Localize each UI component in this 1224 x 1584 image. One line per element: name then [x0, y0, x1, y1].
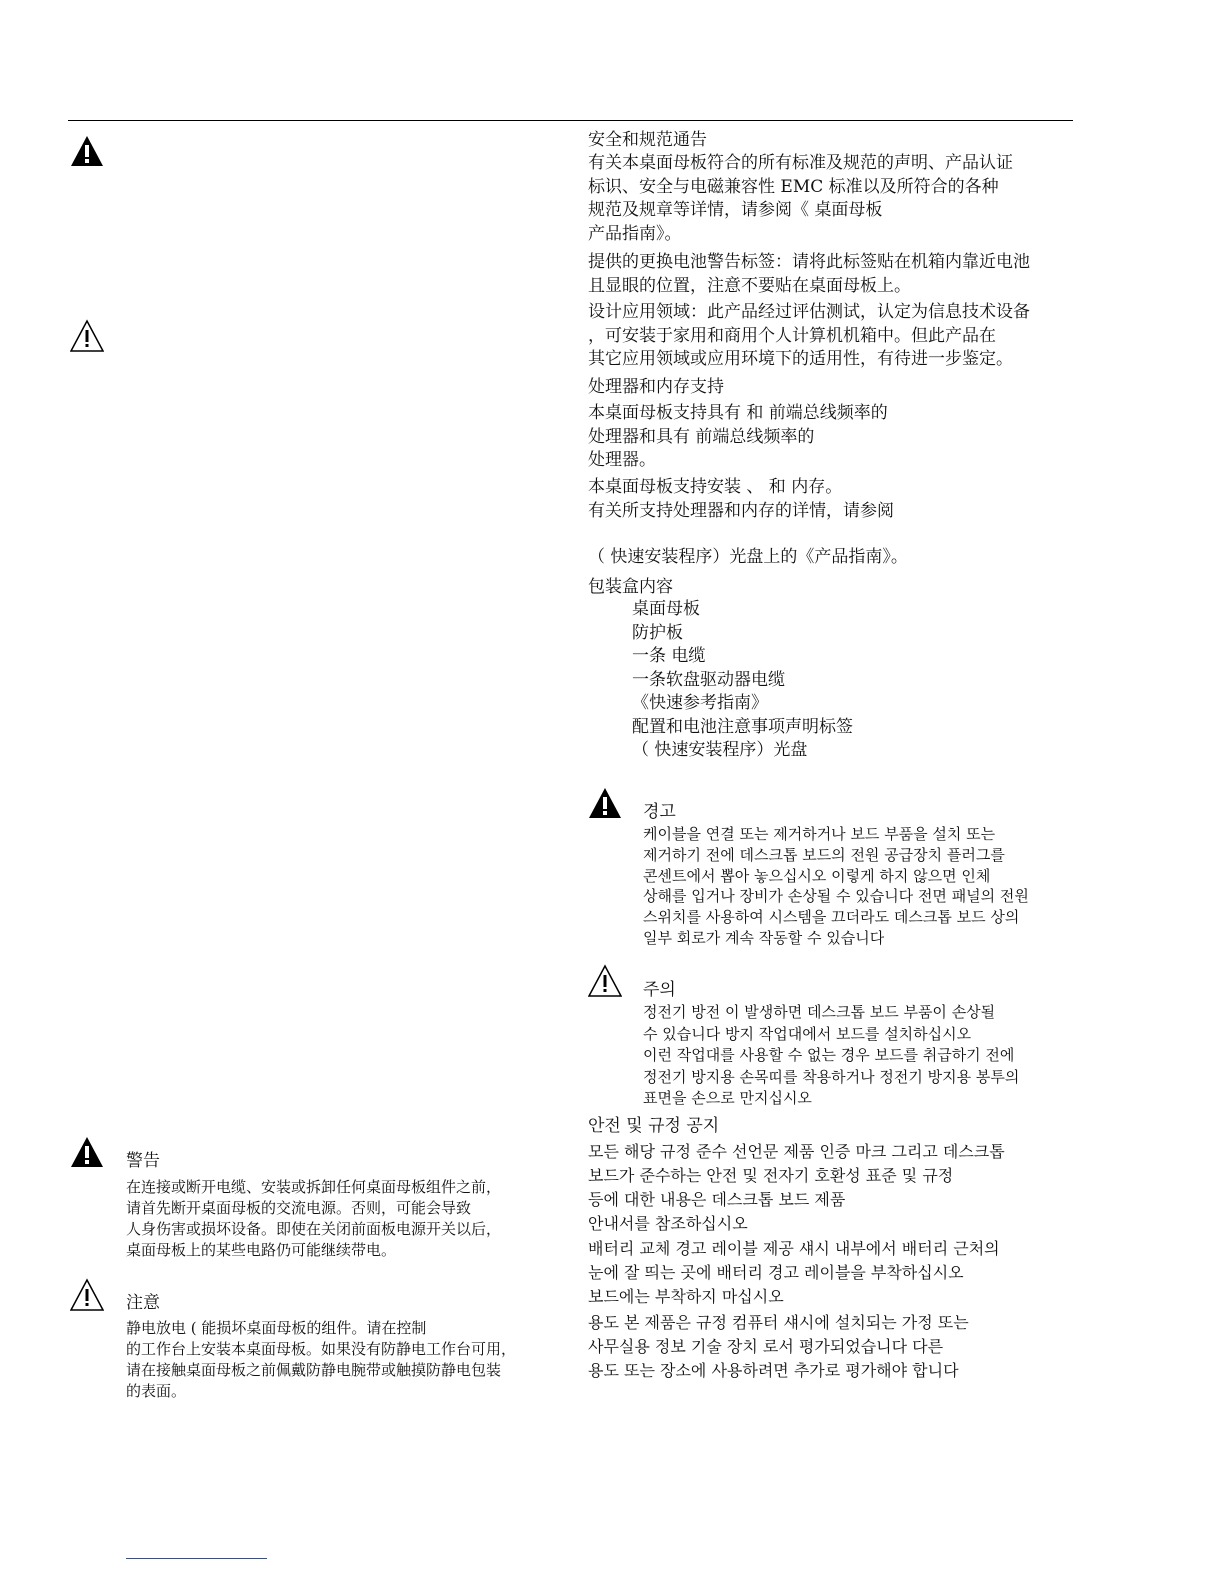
text-line: 标识、安全与电磁兼容性 EMC 标准以及所符合的各种 [588, 176, 999, 197]
text-line: 상해를 입거나 장비가 손상될 수 있습니다 전면 패널의 전원 [643, 887, 1029, 906]
text-line: 등에 대한 내용은 데스크톱 보드 제품 [588, 1190, 846, 1209]
list-item: 配置和电池注意事项声明标签 [632, 716, 853, 737]
text-line: 케이블을 연결 또는 제거하거나 보드 부품을 설치 또는 [643, 825, 996, 843]
processor-paragraph-zh [588, 402, 888, 473]
text-line: 용도 본 제품은 규정 컴퓨터 섀시에 설치되는 가정 또는 [588, 1313, 969, 1332]
text-line: 的工作台上安装本桌面母板。如果没有防静电工作台可用， [126, 1340, 517, 1358]
text-line: 수 있습니다 방지 작업대에서 보드를 설치하십시오 [643, 1024, 972, 1043]
list-item: 一条 电缆 [632, 646, 706, 666]
caution-triangle-icon [70, 319, 104, 353]
text-line: 안내서를 참조하십시오 [588, 1214, 748, 1233]
list-item: 一条软盘驱动器电缆 [632, 669, 785, 690]
text-line: 请在接触桌面母板之前佩戴防静电腕带或触摸防静电包装 [126, 1361, 502, 1379]
package-list-zh [632, 598, 853, 763]
text-line: 사무실용 정보 기술 장치 로서 평가되었습니다 다른 [588, 1337, 944, 1356]
text-line: 请首先断开桌面母板的交流电源。否则，可能会导致 [126, 1199, 472, 1217]
text-line: 스위치를 사용하여 시스템을 끄더라도 데스크톱 보드 상의 [643, 908, 1020, 927]
list-item: 桌面母板 [632, 599, 700, 619]
caution-text-ko [643, 1002, 1019, 1110]
footer-rule [126, 1558, 267, 1559]
list-item: 防护板 [632, 622, 683, 643]
list-item: 《快速参考指南》 [632, 693, 768, 713]
usage-paragraph-ko [588, 1311, 969, 1383]
text-line: 有关本桌面母板符合的所有标准及规范的声明、产品认证 [588, 153, 1013, 173]
text-line: 其它应用领域或应用环境下的适用性，有待进一步鉴定。 [588, 349, 1013, 369]
text-line: 제거하기 전에 데스크톱 보드의 전원 공급장치 플러그를 [643, 845, 1005, 864]
text-line: 배터리 교체 경고 레이블 제공 섀시 내부에서 배터리 근처의 [588, 1239, 1000, 1258]
safety-paragraph-ko [588, 1140, 1005, 1236]
text-line: 정전기 방지용 손목띠를 착용하거나 정전기 방지용 봉투의 [643, 1067, 1020, 1086]
text-line: 处理器和具有 前端总线频率的 [588, 426, 815, 447]
text-line: 本桌面母板支持安装 、 和 内存。 [588, 477, 843, 497]
processor-heading-zh: 处理器和内存支持 [588, 377, 724, 397]
caution-triangle-icon [70, 1278, 104, 1312]
left-warning-text [126, 1177, 501, 1261]
list-item: （ 快速安装程序）光盘 [632, 740, 808, 760]
text-line: 规范及规章等详情，请参阅《 桌面母板 [588, 200, 883, 220]
memory-paragraph-zh [588, 476, 894, 523]
text-line: 콘센트에서 뽑아 놓으십시오 이렇게 하지 않으면 인체 [643, 866, 991, 885]
text-line: 표면을 손으로 만지십시오 [643, 1089, 812, 1107]
text-line: 处理器。 [588, 450, 656, 470]
text-line: 人身伤害或损坏设备。即使在关闭前面板电源开关以后， [126, 1220, 502, 1238]
text-line: 桌面母板上的某些电路仍可能继续带电。 [126, 1241, 397, 1259]
text-line: 且显眼的位置，注意不要贴在桌面母板上。 [588, 275, 911, 296]
safety-heading-zh: 安全和规范通告 [588, 130, 707, 150]
text-line: 보드가 준수하는 안전 및 전자기 호환성 표준 및 규정 [588, 1166, 954, 1185]
battery-paragraph-zh [588, 251, 1030, 298]
text-line: 的表面。 [126, 1382, 187, 1400]
text-line: 产品指南》。 [588, 223, 682, 244]
text-line: 눈에 잘 띄는 곳에 배터리 경고 레이블을 부착하십시오 [588, 1263, 964, 1282]
warning-triangle-icon [70, 1135, 104, 1169]
caution-title-ko: 주의 [643, 980, 676, 1000]
safety-heading-ko: 안전 및 규정 공지 [588, 1116, 720, 1136]
text-line: 提供的更换电池警告标签：请将此标签贴在机箱内靠近电池 [588, 252, 1030, 272]
text-line: 本桌面母板支持具有 和 前端总线频率的 [588, 403, 888, 423]
warning-triangle-icon [588, 786, 622, 820]
left-caution-title: 注意 [126, 1293, 160, 1313]
text-line: 在连接或断开电缆、安装或拆卸任何桌面母板组件之前， [126, 1178, 502, 1196]
warning-title-ko: 경고 [643, 802, 676, 822]
text-line: 일부 회로가 계속 작동할 수 있습니다 [643, 928, 885, 947]
text-line: 이런 작업대를 사용할 수 없는 경우 보드를 취급하기 전에 [643, 1046, 1015, 1064]
package-heading-zh: 包装盒内容 [588, 577, 673, 597]
text-line: 모든 해당 규정 준수 선언문 제품 인증 마크 그리고 데스크톱 [588, 1142, 1005, 1161]
text-line: 정전기 방전 이 발생하면 데스크톱 보드 부품이 손상될 [643, 1003, 996, 1021]
caution-triangle-icon [588, 964, 622, 998]
design-paragraph-zh [588, 301, 1030, 372]
left-caution-text [126, 1318, 516, 1402]
text-line: 有关所支持处理器和内存的详情，请参阅 [588, 500, 894, 521]
warning-text-ko [643, 824, 1029, 949]
text-line: 보드에는 부착하지 마십시오 [588, 1287, 784, 1306]
text-line: 용도 또는 장소에 사용하려면 추가로 평가해야 합니다 [588, 1361, 959, 1380]
text-line: 设计应用领域：此产品经过评估测试，认定为信息技术设备 [588, 302, 1030, 322]
left-warning-title: 警告 [126, 1151, 160, 1171]
text-line: ，可安装于家用和商用个人计算机机箱中。但此产品在 [588, 325, 996, 346]
warning-triangle-icon [70, 134, 104, 168]
text-line: 静电放电 ( 能损坏桌面母板的组件。请在控制 [126, 1319, 427, 1337]
cd-reference-zh: （ 快速安装程序）光盘上的《产品指南》。 [588, 547, 908, 567]
top-rule [68, 120, 1073, 121]
safety-paragraph-zh [588, 152, 1013, 246]
battery-paragraph-ko [588, 1237, 1000, 1309]
